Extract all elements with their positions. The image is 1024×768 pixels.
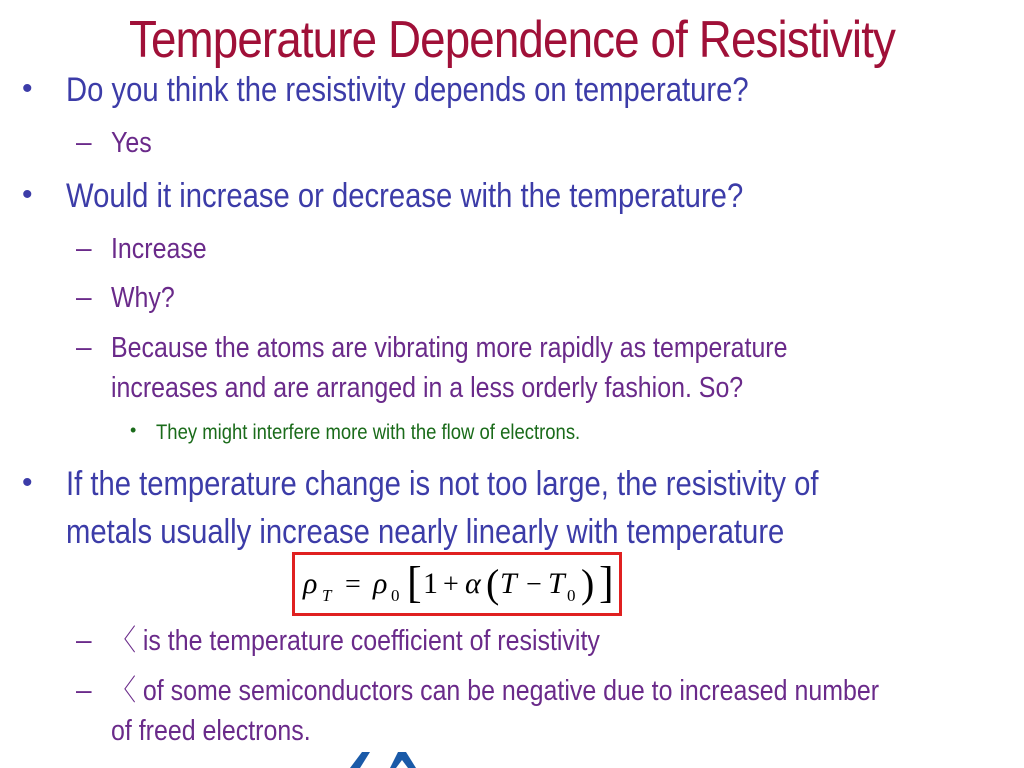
answer-increase: Increase: [111, 233, 207, 265]
equals-sign: =: [345, 569, 361, 600]
left-bracket: [: [407, 558, 422, 607]
rho-symbol: ρ: [303, 567, 318, 600]
alpha-negative-line1: 〈 of some semiconductors can be negative due to increased number: [111, 675, 880, 707]
number-one: 1: [423, 567, 438, 600]
bullet-resistivity-question: Do you think the resistivity depends on temperature?: [66, 71, 749, 109]
subscript-0: 0: [391, 586, 400, 605]
right-bracket: ]: [599, 558, 614, 607]
plus-sign: +: [443, 569, 459, 600]
bullet-marker: •: [22, 466, 33, 499]
dash-marker: –: [76, 331, 92, 362]
minus-sign: −: [526, 569, 542, 600]
subscript-T: T: [322, 586, 332, 605]
slide-title: Temperature Dependence of Resistivity: [128, 11, 896, 69]
alpha-symbol: α: [465, 567, 481, 600]
resistivity-equation-box: [292, 552, 622, 616]
bullet-marker: •: [22, 178, 33, 211]
resistivity-equation: [295, 555, 619, 613]
T0-symbol: T: [548, 567, 565, 600]
alpha-negative-line2: of freed electrons.: [111, 715, 311, 747]
because-text-line1: Because the atoms are vibrating more rapidly as temperature: [111, 332, 788, 364]
right-paren: ): [581, 561, 595, 606]
alpha-definition: 〈 is the temperature coefficient of resistivity: [111, 625, 600, 657]
question-why: Why?: [111, 282, 175, 314]
T-symbol: T: [500, 567, 517, 600]
decorative-mark-icon: [346, 748, 426, 768]
bullet-marker: •: [22, 72, 33, 105]
dash-marker: –: [76, 126, 92, 157]
answer-yes: Yes: [111, 127, 152, 159]
dash-marker: –: [76, 281, 92, 312]
interfere-text: They might interfere more with the flow of electrons.: [156, 421, 581, 444]
bullet-increase-question: Would it increase or decrease with the temperature?: [66, 177, 744, 215]
dash-marker: –: [76, 674, 92, 705]
linear-text-line1: If the temperature change is not too large, the resistivity of: [66, 465, 819, 503]
because-text-line2: increases and are arranged in a less orderly fashion. So?: [111, 372, 744, 404]
left-paren: (: [486, 561, 500, 606]
linear-text-line2: metals usually increase nearly linearly with temperature: [66, 513, 785, 551]
dash-marker: –: [76, 232, 92, 263]
T0-subscript: 0: [567, 586, 576, 605]
rho0-symbol: ρ: [373, 567, 388, 600]
dash-marker: –: [76, 624, 92, 655]
sub-bullet-marker: •: [130, 420, 137, 440]
